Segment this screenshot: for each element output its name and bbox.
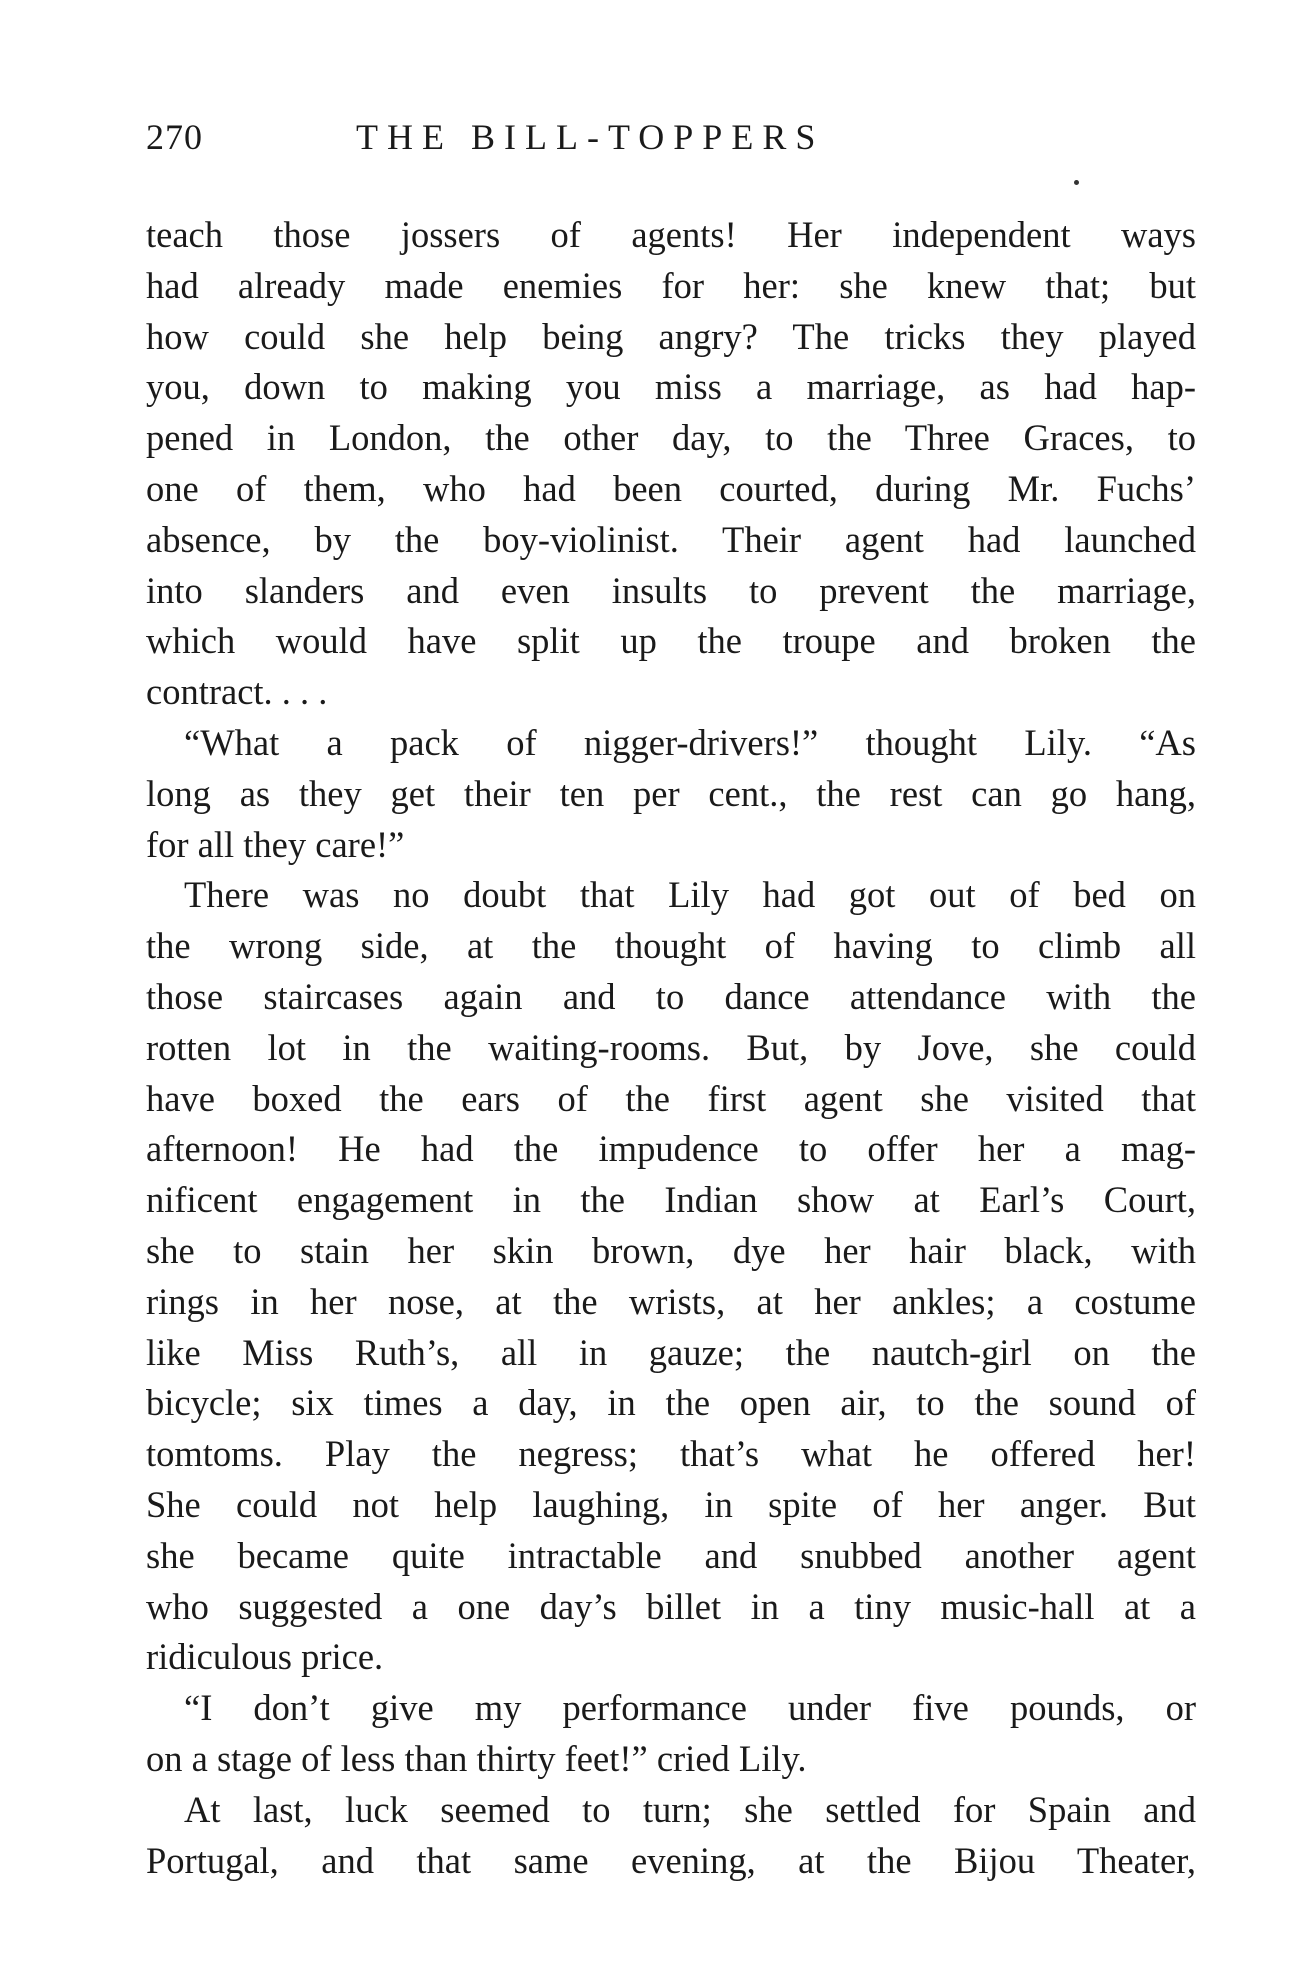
running-title: THE BILL-TOPPERS (356, 117, 825, 157)
text-line: who suggested a one day’s billet in a tiny music-hall at a (146, 1585, 1196, 1627)
text-line: the wrong side, at the thought of having to climb all (146, 925, 1196, 967)
text-line: rings in her nose, at the wrists, at her ankles; a costume (146, 1280, 1196, 1322)
body-text (146, 210, 1196, 1886)
text-line: At last, luck seemed to turn; she settled for Spain and (184, 1788, 1196, 1830)
text-line: pened in London, the other day, to the Three Graces, to (146, 417, 1196, 459)
text-line: ridiculous price. (146, 1636, 384, 1678)
text-line: had already made enemies for her: she knew that; but (146, 264, 1196, 306)
text-line: she became quite intractable and snubbed another agent (146, 1534, 1196, 1576)
text-line: “I don’t give my performance under five pounds, or (184, 1687, 1196, 1729)
text-line: contract. . . . (146, 671, 328, 713)
print-speck (1074, 180, 1079, 185)
text-line: tomtoms. Play the negress; that’s what he offered her! (146, 1433, 1196, 1475)
text-line: you, down to making you miss a marriage, as had hap- (146, 366, 1196, 408)
text-line: nificent engagement in the Indian show at Earl’s Court, (146, 1179, 1196, 1221)
text-line: she to stain her skin brown, dye her hair black, with (146, 1229, 1196, 1271)
text-line: for all they care!” (146, 823, 405, 865)
text-line: She could not help laughing, in spite of her anger. But (146, 1483, 1196, 1525)
text-line: bicycle; six times a day, in the open air, to the sound of (146, 1382, 1196, 1424)
text-line: afternoon! He had the impudence to offer her a mag- (146, 1128, 1196, 1170)
text-line: those staircases again and to dance attendance with the (146, 975, 1196, 1017)
text-line: absence, by the boy-violinist. Their agent had launched (146, 518, 1196, 560)
text-line: There was no doubt that Lily had got out of bed on (184, 874, 1196, 916)
page-number: 270 (146, 117, 203, 157)
text-line: which would have split up the troupe and broken the (146, 620, 1196, 662)
text-line: on a stage of less than thirty feet!” cried Lily. (146, 1737, 807, 1779)
running-head (146, 112, 1196, 162)
text-line: teach those jossers of agents! Her independent ways (146, 214, 1196, 255)
text-line: long as they get their ten per cent., the rest can go hang, (146, 772, 1196, 814)
text-line: “What a pack of nigger-drivers!” thought Lily. “As (184, 721, 1196, 763)
text-line: one of them, who had been courted, during Mr. Fuchs’ (146, 467, 1196, 509)
text-line: have boxed the ears of the first agent she visited that (146, 1077, 1196, 1119)
text-line: into slanders and even insults to prevent the marriage, (146, 569, 1196, 611)
text-line: rotten lot in the waiting-rooms. But, by Jove, she could (146, 1026, 1196, 1068)
text-line: how could she help being angry? The tricks they played (146, 315, 1196, 357)
text-line: like Miss Ruth’s, all in gauze; the nautch-girl on the (146, 1331, 1196, 1373)
text-line: Portugal, and that same evening, at the Bijou Theater, (146, 1839, 1196, 1881)
